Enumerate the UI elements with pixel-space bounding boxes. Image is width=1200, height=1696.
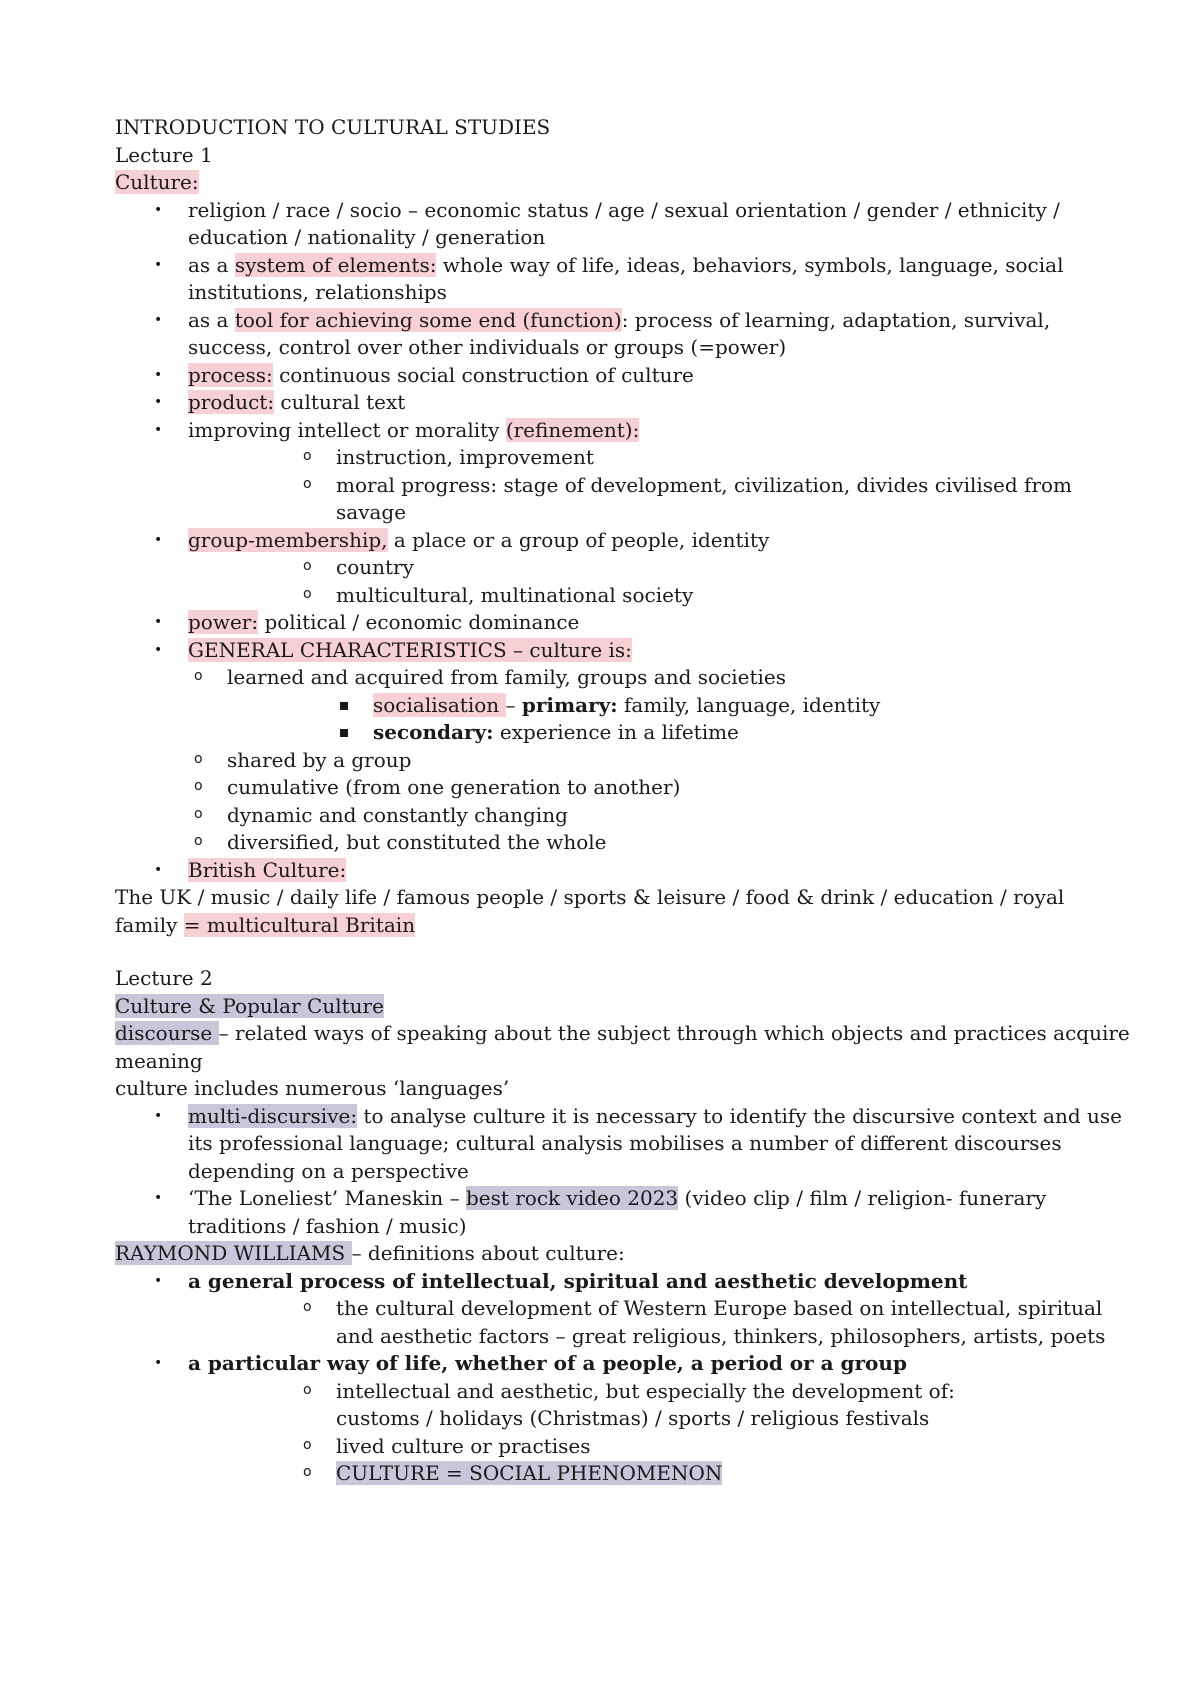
sub-item-intellectual-aesthetic-cont: customs / holidays (Christmas) / sports / religious festivals (336, 1406, 930, 1430)
square-bullet-icon (340, 729, 348, 737)
sub-item-intellectual-aesthetic: o intellectual and aesthetic, but especially the development of: (303, 1378, 955, 1403)
circle-bullet-icon: o (303, 1299, 312, 1315)
highlight-multi-discursive: multi-discursive: (188, 1103, 358, 1128)
sub-item-cumulative: o cumulative (from one generation to another) (194, 775, 681, 799)
lecture-2-heading: Lecture 2 (115, 966, 213, 990)
paragraph-spacer (115, 939, 1105, 965)
bullet-icon: • (154, 531, 163, 548)
circle-bullet-icon: o (194, 750, 203, 767)
circle-bullet-icon: o (303, 558, 312, 574)
list-item-group-membership: • group-membership, a place or a group of people, identity (115, 527, 1105, 555)
circle-bullet-icon: o (194, 778, 203, 794)
bullet-icon: • (154, 201, 163, 218)
sub-sub-item-secondary: secondary: experience in a lifetime (115, 719, 1105, 747)
bullet-icon: • (154, 394, 163, 410)
list-item-system-cont: institutions, relationships (188, 280, 447, 304)
uk-paragraph-line2: family = multicultural Britain (115, 912, 416, 937)
highlight-system: system of elements: (234, 252, 437, 277)
bullet-icon: • (154, 256, 163, 273)
list-item-process: • process: continuous social construction of culture (115, 362, 1105, 390)
circle-bullet-icon: o (194, 833, 203, 849)
circle-bullet-icon: o (303, 1464, 312, 1480)
list-item-definition-1: • a general process of intellectual, spiritual and aesthetic development (115, 1268, 1105, 1296)
sub-item-shared: o shared by a group (194, 747, 412, 772)
highlight-tool: tool for achieving some end (function) (234, 307, 622, 332)
bullet-icon: • (154, 1272, 163, 1289)
document-page (115, 114, 1130, 1488)
sub-item-western-europe-cont: and aesthetic factors – great religious, thinkers, philosophers, artists, poets (336, 1323, 1106, 1348)
list-item-loneliest: • ‘The Loneliest’ Maneskin – best rock video 2023 (video clip / film / religion- funerary (115, 1185, 1105, 1213)
circle-bullet-icon: o (303, 1381, 312, 1398)
raymond-williams-line: RAYMOND WILLIAMS – definitions about culture: (115, 1241, 625, 1265)
list-item-general-characteristics (115, 637, 1105, 665)
bullet-icon: • (154, 421, 163, 438)
sub-item-instruction: o instruction, improvement (303, 445, 594, 469)
sub-item-lived-culture: o lived culture or practises (303, 1433, 591, 1458)
bullet-icon: • (154, 1107, 163, 1124)
sub-item-western-europe: o the cultural development of Western Europe based on intellectual, spiritual (303, 1296, 1103, 1320)
highlight-culture: Culture: (115, 170, 199, 194)
lecture-1-heading: Lecture 1 (115, 142, 213, 167)
circle-bullet-icon: o (303, 1436, 312, 1453)
highlight-product: product: (188, 390, 275, 414)
highlight-general-characteristics: GENERAL CHARACTERISTICS – culture is: (188, 637, 632, 662)
circle-bullet-icon: o (303, 585, 312, 602)
circle-bullet-icon: o (194, 805, 203, 822)
sub-item-learned: o learned and acquired from family, groups and societies (194, 665, 787, 689)
discourse-line1: discourse – related ways of speaking about the subject through which objects and practices acquire (115, 1021, 1130, 1045)
sub-item-moral-progress-cont: savage (336, 500, 407, 524)
sub-item-diversified: o diversified, but constituted the whole (194, 830, 607, 854)
highlight-best-rock-video: best rock video 2023 (465, 1186, 679, 1210)
languages-line: culture includes numerous ‘languages’ (115, 1076, 510, 1100)
uk-paragraph-line1: The UK / music / daily life / famous people / sports & leisure / food & drink / education / royal (115, 885, 1065, 909)
highlight-discourse: discourse (115, 1021, 219, 1045)
list-item-multi-discursive-cont2: depending on a perspective (188, 1158, 469, 1183)
highlight-socialisation: socialisation (373, 692, 506, 717)
bullet-icon: • (154, 861, 163, 878)
sub-item-moral-progress: o moral progress: stage of development, civilization, divides civilised from (303, 472, 1073, 497)
bullet-icon: • (154, 614, 163, 630)
list-item-definition-2: • a particular way of life, whether of a people, a period or a group (115, 1350, 1105, 1378)
square-bullet-icon (340, 702, 348, 710)
list-item-british-culture (115, 857, 1105, 885)
list-item-multi-discursive-cont1: its professional language; cultural analysis mobilises a number of different discourses (188, 1131, 1062, 1155)
list-item-tool-cont: success, control over other individuals or groups (=power) (188, 335, 787, 359)
discourse-line2: meaning (115, 1048, 203, 1073)
sub-sub-item-socialisation: socialisation – primary: family, language, identity (115, 692, 1105, 720)
highlight-power: power: (188, 610, 259, 634)
bullet-icon: • (154, 366, 163, 383)
list-item-system: • as a system of elements: whole way of life, ideas, behaviors, symbols, language, social (115, 252, 1105, 280)
highlight-refinement: (refinement): (505, 417, 640, 442)
highlight-popular-culture: Culture & Popular Culture (115, 993, 384, 1018)
document-title: INTRODUCTION TO CULTURAL STUDIES (115, 115, 551, 139)
list-item-product: • product: cultural text (115, 389, 1105, 417)
bullet-icon: • (154, 641, 163, 658)
bullet-icon: • (154, 1190, 163, 1206)
circle-bullet-icon: o (303, 475, 312, 492)
bullet-icon: • (154, 1355, 163, 1371)
circle-bullet-icon: o (194, 668, 203, 684)
sub-item-multicultural: o multicultural, multinational society (303, 582, 694, 607)
sub-item-dynamic: o dynamic and constantly changing (194, 802, 568, 827)
highlight-multicultural-britain: = multicultural Britain (183, 912, 416, 937)
list-item-tool: • as a tool for achieving some end (function): process of learning, adaptation, survival, (115, 307, 1105, 335)
culture-label (115, 169, 1105, 197)
list-item-loneliest-cont: traditions / fashion / music) (188, 1213, 467, 1238)
highlight-group-membership: group-membership, (188, 527, 388, 552)
bullet-icon: • (154, 311, 163, 328)
sub-item-country: o country (303, 555, 414, 579)
list-item-demographics: • religion / race / socio – economic status / age / sexual orientation / gender / ethnicity / (115, 197, 1105, 225)
highlight-process: process: (188, 362, 273, 387)
highlight-raymond-williams: RAYMOND WILLIAMS (115, 1241, 352, 1265)
highlight-british-culture: British Culture: (188, 857, 347, 882)
lecture-2-subheading (115, 993, 1105, 1021)
highlight-social-phenomenon: CULTURE = SOCIAL PHENOMENON (336, 1461, 723, 1485)
circle-bullet-icon: o (303, 448, 312, 464)
list-item-power: • power: political / economic dominance (115, 609, 1105, 637)
list-item-refinement: • improving intellect or morality (refinement): (115, 417, 1105, 445)
sub-item-social-phenomenon (115, 1460, 1105, 1488)
list-item-multi-discursive: • multi-discursive: to analyse culture it is necessary to identify the discursive context and use (115, 1103, 1105, 1131)
list-item-demographics-cont: education / nationality / generation (188, 225, 546, 249)
